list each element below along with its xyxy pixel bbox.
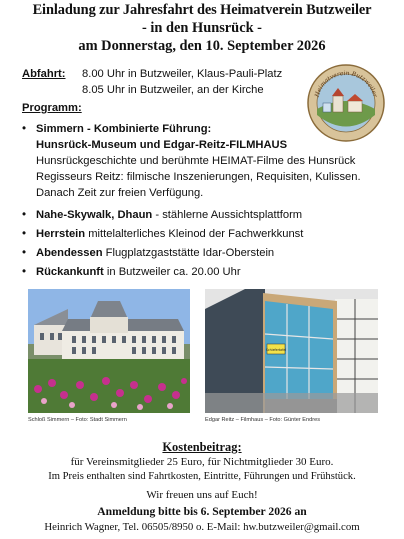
contact-line: Heinrich Wagner, Tel. 06505/8950 o. E-Mail: hw.butzweiler@gmail.com	[44, 521, 360, 533]
departure-label: Abfahrt:	[22, 68, 66, 80]
cost-line-2: Im Preis enthalten sind Fahrtkosten, Eintritte, Führungen und Frühstück.	[48, 471, 356, 482]
departure-line-2: 8.05 Uhr in Butzweiler, an der Kirche	[82, 84, 264, 96]
greeting-line: Wir freuen uns auf Euch!	[146, 489, 258, 501]
program-item-1: Simmern - Kombinierte Führung:	[36, 123, 212, 135]
filmhaus-photo	[205, 289, 378, 413]
program-item-1-sub-line-3: Regisseurs Reitz: filmische Inszenierungen, Requisiten, Kulissen.	[36, 171, 361, 183]
program-item-5: Rückankunft in Butzweiler ca. 20.00 Uhr	[36, 266, 241, 278]
bullet-icon: •	[22, 246, 27, 259]
title-line-2: - in den Hunsrück -	[142, 20, 262, 36]
cost-heading: Kostenbeitrag:	[162, 440, 242, 454]
left-photo-caption: Schloß Simmern – Foto: Stadt Simmern	[28, 417, 127, 423]
program-item-4: Abendessen Flugplatzgaststätte Idar-Oberstein	[36, 247, 275, 259]
bullet-icon: •	[22, 208, 27, 221]
heimatverein-logo	[306, 63, 386, 143]
filmhaus-sign-text: Schiefertafel	[265, 348, 287, 352]
right-photo-caption: Edgar Reitz – Filmhaus – Foto: Günter Endres	[205, 417, 321, 423]
program-item-2: Nahe-Skywalk, Dhaun - stählerne Aussichtsplattform	[36, 209, 303, 221]
program-label: Programm:	[22, 102, 82, 114]
title-line-3: am Donnerstag, den 10. September 2026	[78, 38, 326, 54]
departure-line-1: 8.00 Uhr in Butzweiler, Klaus-Pauli-Platz	[82, 68, 283, 80]
program-item-1-sub-title: Hunsrück-Museum und Edgar-Reitz-FILMHAUS	[36, 139, 288, 151]
title-line-1: Einladung zur Jahresfahrt des Heimatverein Butzweiler	[32, 2, 372, 18]
program-item-1-sub-line-4: Danach Zeit zur freien Verfügung.	[36, 187, 204, 199]
registration-line: Anmeldung bitte bis 6. September 2026 an	[97, 505, 307, 518]
logo-text: Heimatverein Butzweiler	[313, 69, 379, 98]
bullet-icon: •	[22, 227, 27, 240]
cost-line-1: für Vereinsmitglieder 25 Euro, für Nichtmitglieder 30 Euro.	[70, 456, 334, 468]
castle-photo	[28, 289, 190, 413]
program-item-3: Herrstein mittelalterliches Kleinod der Fachwerkkunst	[36, 228, 304, 240]
program-item-1-sub-line-2: Hunsrückgeschichte und berühmte HEIMAT-Filme des Hunsrück	[36, 155, 356, 167]
bullet-icon: •	[22, 122, 27, 135]
bullet-icon: •	[22, 265, 27, 278]
